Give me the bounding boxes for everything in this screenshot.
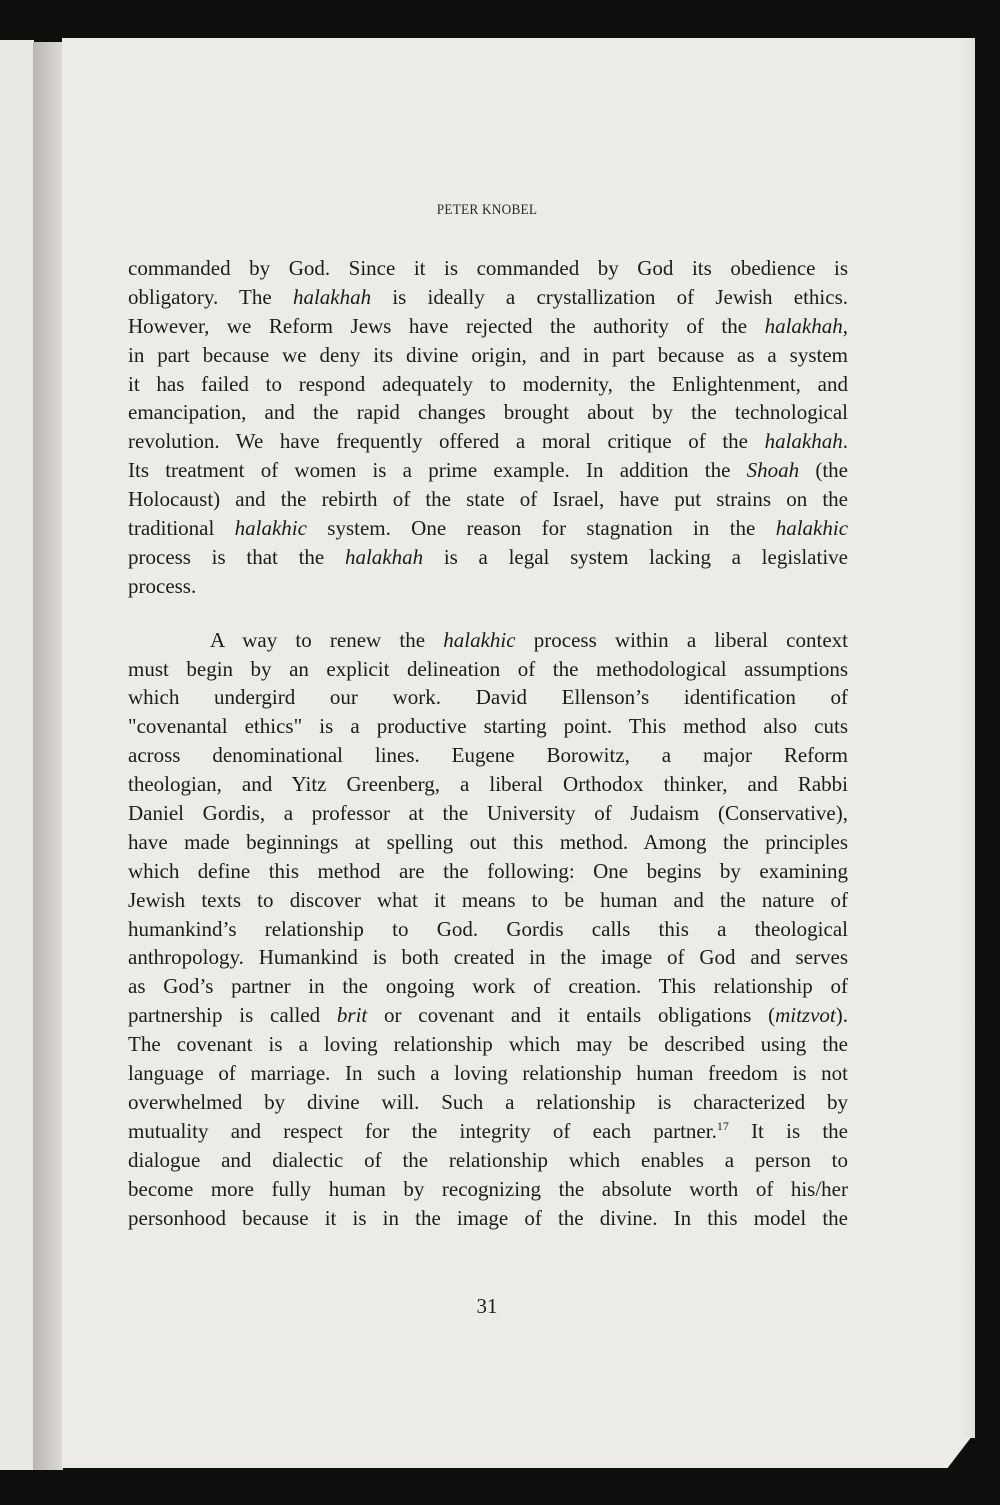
page-stack-edge bbox=[960, 38, 975, 1438]
text-line bbox=[128, 283, 848, 312]
text-run: "covenantal ethics" is a productive starting point. This method also cuts bbox=[128, 714, 848, 739]
text-line bbox=[128, 683, 848, 712]
text-line bbox=[128, 312, 848, 341]
text-line bbox=[128, 799, 848, 828]
italic-term: mitzvot bbox=[775, 1003, 836, 1028]
text-run: obligatory. The bbox=[128, 284, 293, 309]
text-run: language of marriage. In such a loving relationship human freedom is not bbox=[128, 1061, 848, 1086]
text-run: (the bbox=[799, 458, 848, 483]
text-run: theologian, and Yitz Greenberg, a liberal Orthodox thinker, and Rabbi bbox=[128, 772, 848, 797]
text-run: , bbox=[842, 313, 848, 338]
previous-page-edge bbox=[0, 40, 34, 1470]
text-line bbox=[128, 341, 848, 370]
italic-term: halakhah bbox=[344, 544, 424, 569]
text-line bbox=[128, 626, 848, 655]
text-run: which undergird our work. David Ellenson’s identification of bbox=[128, 685, 848, 710]
text-run: personhood because it is in the image of the divine. In this model the bbox=[128, 1205, 848, 1230]
text-run: partnership is called bbox=[128, 1003, 337, 1028]
paragraph bbox=[128, 626, 848, 1233]
text-line bbox=[128, 886, 848, 915]
italic-term: halakhah bbox=[764, 313, 843, 338]
text-run: The covenant is a loving relationship which may be described using the bbox=[128, 1032, 848, 1057]
italic-term: halakhah bbox=[292, 284, 372, 309]
italic-term: halakhic bbox=[234, 516, 307, 541]
text-run: process is that the bbox=[128, 544, 345, 569]
text-line bbox=[128, 543, 848, 572]
text-run: process within a liberal context bbox=[515, 627, 848, 652]
text-run: must begin by an explicit delineation of the methodological assumptions bbox=[128, 656, 848, 681]
text-run: However, we Reform Jews have rejected the authority of the bbox=[128, 313, 765, 338]
page-number: 31 bbox=[476, 1294, 498, 1318]
text-run: it has failed to respond adequately to modernity, the Enlightenment, and bbox=[128, 371, 848, 396]
text-run: in part because we deny its divine origin, and in part because as a system bbox=[128, 342, 848, 367]
text-run: become more fully human by recognizing the absolute worth of his/her bbox=[128, 1176, 848, 1201]
text-line bbox=[128, 572, 848, 601]
text-run: It is the bbox=[728, 1118, 848, 1143]
text-run: revolution. We have frequently offered a moral critique of the bbox=[128, 429, 765, 454]
text-line bbox=[128, 254, 848, 283]
text-line bbox=[128, 770, 848, 799]
text-line bbox=[128, 1059, 848, 1088]
text-line bbox=[128, 1030, 848, 1059]
text-line bbox=[128, 1146, 848, 1175]
italic-term: halakhic bbox=[775, 516, 849, 541]
text-run: emancipation, and the rapid changes brought about by the technological bbox=[128, 400, 848, 425]
text-line bbox=[128, 485, 848, 514]
text-run: ). bbox=[835, 1003, 849, 1028]
book-gutter-shadow bbox=[33, 42, 63, 1470]
text-line bbox=[128, 1175, 848, 1204]
text-run: A way to renew the bbox=[210, 627, 444, 652]
text-run: traditional bbox=[128, 516, 235, 541]
text-run: process. bbox=[128, 573, 197, 598]
text-run: Holocaust) and the rebirth of the state of Israel, have put strains on the bbox=[128, 487, 848, 512]
text-run: which define this method are the following: One begins by examining bbox=[128, 858, 848, 883]
italic-term: Shoah bbox=[746, 458, 800, 483]
text-run: Its treatment of women is a prime example. In addition the bbox=[128, 458, 747, 483]
text-run: dialogue and dialectic of the relationship which enables a person to bbox=[128, 1147, 848, 1172]
text-line bbox=[128, 398, 848, 427]
text-line bbox=[128, 427, 848, 456]
text-line bbox=[128, 370, 848, 399]
text-run: overwhelmed by divine will. Such a relationship is characterized by bbox=[128, 1089, 848, 1114]
text-line bbox=[128, 972, 848, 1001]
text-line bbox=[128, 712, 848, 741]
text-run: . bbox=[842, 429, 848, 454]
text-line bbox=[128, 943, 848, 972]
text-run: Jewish texts to discover what it means to be human and the nature of bbox=[128, 887, 848, 912]
paragraph bbox=[128, 254, 848, 601]
text-run: or covenant and it entails obligations ( bbox=[367, 1003, 776, 1028]
text-run: mutuality and respect for the integrity of each partner. bbox=[128, 1118, 717, 1143]
italic-term: halakhic bbox=[443, 627, 516, 652]
italic-term: halakhah bbox=[764, 429, 843, 454]
text-line bbox=[128, 741, 848, 770]
text-run: system. One reason for stagnation in the bbox=[306, 516, 776, 541]
running-head: PETER KNOBEL bbox=[436, 202, 538, 218]
text-line bbox=[128, 514, 848, 543]
text-run: humankind’s relationship to God. Gordis calls this a theological bbox=[128, 916, 848, 941]
text-run: anthropology. Humankind is both created in the image of God and serves bbox=[128, 945, 848, 970]
text-line bbox=[128, 456, 848, 485]
text-run: commanded by God. Since it is commanded by God its obedience is bbox=[128, 256, 848, 280]
text-line bbox=[128, 1001, 848, 1030]
body-text bbox=[128, 254, 848, 1232]
text-run: across denominational lines. Eugene Borowitz, a major Reform bbox=[128, 743, 848, 768]
text-line bbox=[128, 828, 848, 857]
text-run: is a legal system lacking a legislative bbox=[423, 544, 848, 569]
text-run: have made beginnings at spelling out this method. Among the principles bbox=[128, 829, 848, 854]
text-line bbox=[128, 1088, 848, 1117]
text-line bbox=[128, 655, 848, 684]
text-line bbox=[128, 857, 848, 886]
text-run: is ideally a crystallization of Jewish ethics. bbox=[371, 284, 848, 309]
text-line bbox=[128, 1204, 848, 1233]
footnote-ref: 17 bbox=[716, 1118, 729, 1133]
text-run: as God’s partner in the ongoing work of creation. This relationship of bbox=[128, 974, 848, 999]
text-line bbox=[128, 915, 848, 944]
text-line bbox=[128, 1117, 848, 1146]
italic-term: brit bbox=[336, 1003, 368, 1028]
text-run: Daniel Gordis, a professor at the University of Judaism (Conservative), bbox=[128, 801, 848, 826]
